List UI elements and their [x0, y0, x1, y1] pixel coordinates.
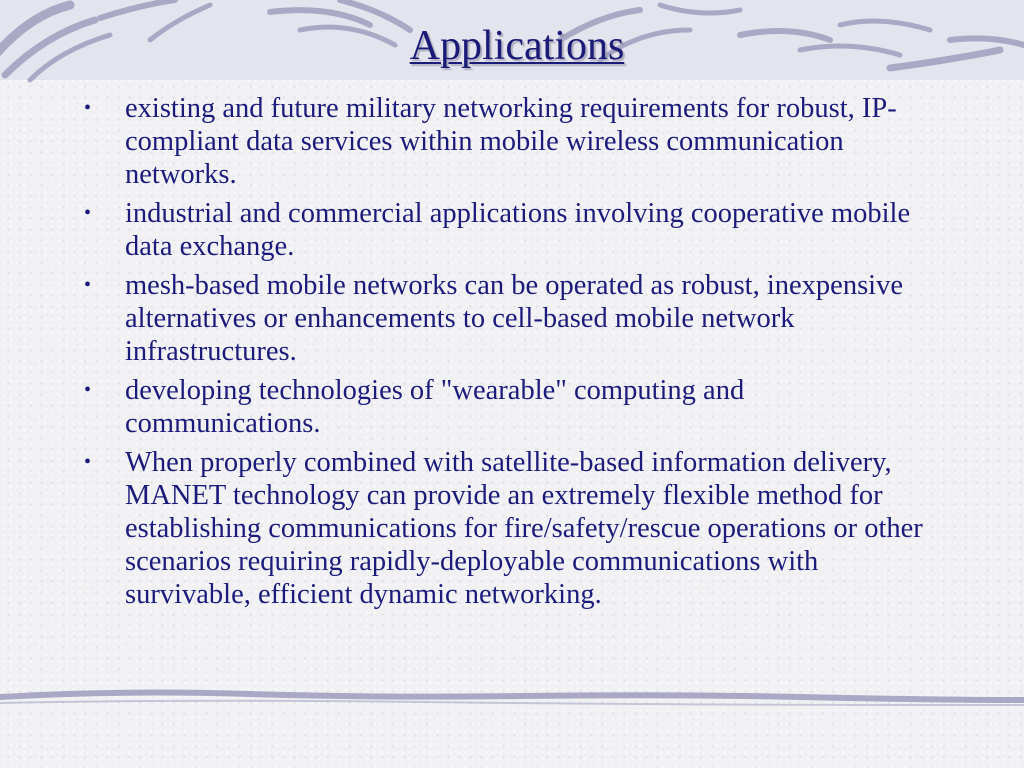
bullet-text: mesh-based mobile networks can be operated as robust, inexpensive alternatives or enhancements to cell-based mobile network infrastructures. — [125, 270, 903, 367]
bullet-text: developing technologies of "wearable" computing and communications. — [125, 375, 745, 439]
bullet-item — [84, 446, 929, 611]
bullet-marker: • — [84, 379, 92, 401]
bullet-text: industrial and commercial applications involving cooperative mobile data exchange. — [125, 198, 911, 262]
bullet-marker: • — [84, 202, 92, 224]
bottom-wave-line — [0, 693, 1024, 700]
bullet-marker: • — [84, 274, 92, 296]
bullet-item — [84, 269, 929, 368]
bullet-marker: • — [84, 97, 92, 119]
bullet-marker: • — [84, 451, 92, 473]
bottom-wave-line-thin — [0, 701, 1024, 705]
bullet-list — [84, 92, 929, 617]
bullet-item — [84, 374, 929, 440]
bullet-item — [84, 197, 929, 263]
slide-title: Applications — [409, 23, 625, 69]
bullet-item — [84, 92, 929, 191]
bullet-text: When properly combined with satellite-based information delivery, MANET technology can provide an extremely flexible method for establishing communications for fire/safety/rescue operations or other scenarios requiring rapidly-deployable communications with survivable, efficient dynamic networking. — [125, 447, 923, 610]
bullet-text: existing and future military networking requirements for robust, IP-compliant data services within mobile wireless communication networks. — [125, 93, 897, 190]
